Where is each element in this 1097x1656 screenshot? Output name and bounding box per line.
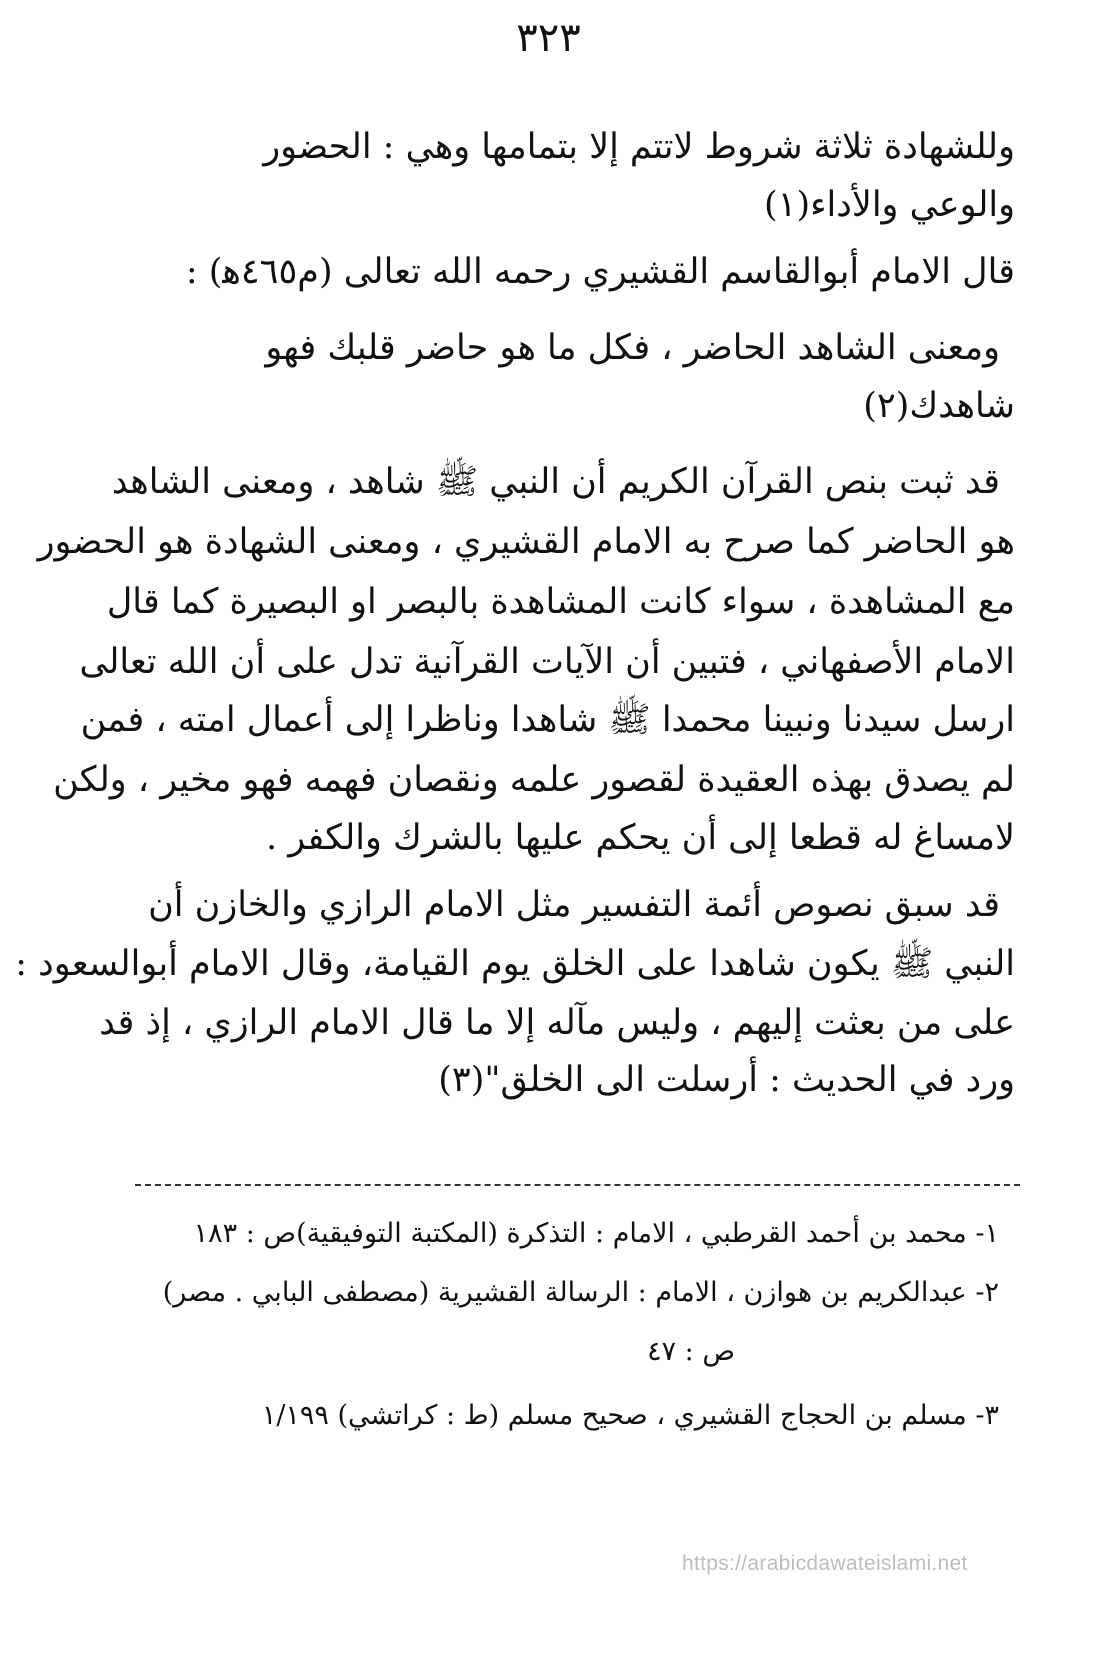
paragraph2-line-4: ورد في الحديث : أرسلت الى الخلق"(٣) — [438, 1060, 1015, 1100]
paragraph1-line-6: لم يصدق بهذه العقيدة لقصور علمه ونقصان فهمه فهو مخير ، ولكن — [53, 760, 1015, 800]
footnote-2-page: ص : ٤٧ — [647, 1336, 735, 1367]
quote-line-2: شاهدك(٢) — [863, 386, 1015, 426]
footnote-separator — [135, 1184, 1020, 1186]
footnote-3: ٣- مسلم بن الحجاج القشيري ، صحيح مسلم (ط : كراتشي) ١/١٩٩ — [261, 1400, 999, 1431]
paragraph2-line-3: على من بعثت إليهم ، وليس مآله إلا ما قال الامام الرازي ، إذ قد — [99, 1003, 1015, 1043]
watermark-url: https://arabicdawateislami.net — [682, 1552, 968, 1575]
paragraph2-line-2: النبي ﷺ يكون شاهدا على الخلق يوم القيامة، وقال الامام أبوالسعود : — [15, 944, 1015, 984]
paragraph1-line-2: هو الحاضر كما صرح به الامام القشيري ، ومعنى الشهادة هو الحضور — [37, 522, 1015, 562]
paragraph2-line-1: قد سبق نصوص أئمة التفسير مثل الامام الرازي والخازن أن — [148, 885, 1000, 925]
paragraph1-line-7: لامساغ له قطعا إلى أن يحكم عليها بالشرك والكفر . — [265, 818, 1015, 858]
paragraph1-line-1: قد ثبت بنص القرآن الكريم أن النبي ﷺ شاهد ، ومعنى الشاهد — [111, 462, 1000, 502]
quote-attribution: قال الامام أبوالقاسم القشيري رحمه الله تعالى (م٤٦٥ﻫ) : — [185, 252, 1015, 292]
quote-line-1: ومعنى الشاهد الحاضر ، فكل ما هو حاضر قلبك فهو — [265, 328, 1000, 368]
intro-line-2: والوعي والأداء(١) — [763, 185, 1015, 225]
paragraph1-line-3: مع المشاهدة ، سواء كانت المشاهدة بالبصر او البصيرة كما قال — [106, 582, 1015, 622]
page-number: ٣٢٣ — [516, 15, 581, 61]
footnote-2: ٢- عبدالكريم بن هوازن ، الامام : الرسالة القشيرية (مصطفى البابي . مصر) — [162, 1277, 999, 1308]
intro-line-1: وللشهادة ثلاثة شروط لاتتم إلا بتمامها وهي : الحضور — [263, 127, 1015, 167]
footnote-1: ١- محمد بن أحمد القرطبي ، الامام : التذكرة (المكتبة التوفيقية)ص : ١٨٣ — [193, 1218, 999, 1249]
paragraph1-line-4: الامام الأصفهاني ، فتبين أن الآيات القرآنية تدل على أن الله تعالى — [79, 642, 1015, 682]
paragraph1-line-5: ارسل سيدنا ونبينا محمدا ﷺ شاهدا وناظرا إلى أعمال امته ، فمن — [80, 700, 1015, 740]
